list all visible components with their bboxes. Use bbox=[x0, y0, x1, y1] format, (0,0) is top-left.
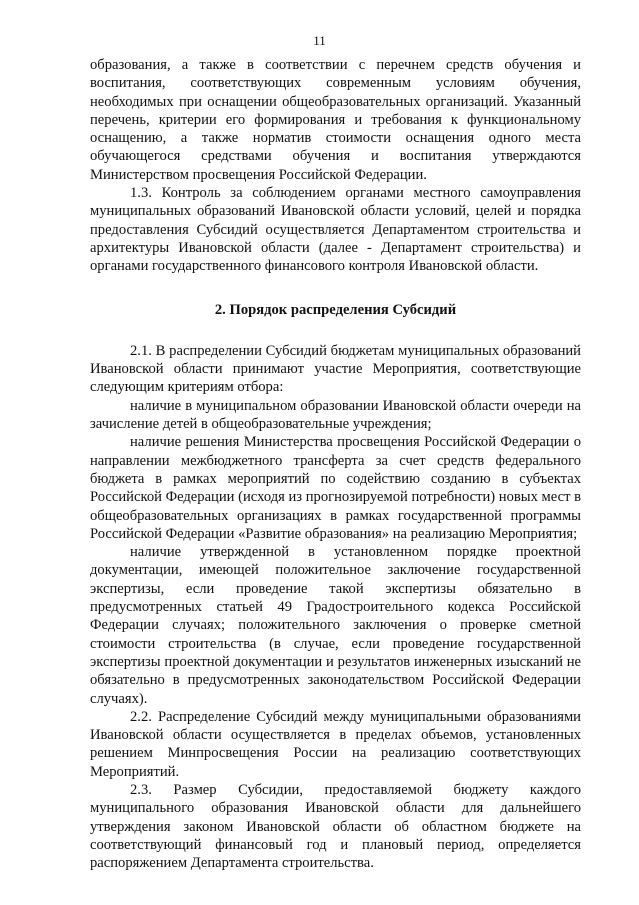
page-number: 11 bbox=[313, 33, 326, 48]
paragraph-1-3: 1.3. Контроль за соблюдением органами местного самоуправления муниципальных образований Ивановской области условий, целей и порядка предоставления Субсидий осуществляется Департаментом строительства и архитектуры Ивановской области (далее - Департамент строительства) и органами государственного финансового контроля Ивановской области. bbox=[90, 185, 581, 275]
criterion-queue: наличие в муниципальном образовании Ивановской области очереди на зачисление детей в общеобразовательные учреждения; bbox=[90, 397, 581, 433]
paragraph-2-1: 2.1. В распределении Субсидий бюджетам муниципальных образований Ивановской области принимают участие Мероприятия, соответствующие следующим критериям отбора: bbox=[90, 342, 581, 396]
paragraph-continuation: образования, а также в соответствии с перечнем средств обучения и воспитания, соответствующих современным условиям обучения, необходимых при оснащении общеобразовательных организаций. Указанный перечень, критерии его формирования и требования к функциональному оснащению, а также норматив стоимости оснащения одного места обучающегося средствами обучения и воспитания утверждаются Министерством просвещения Российской Федерации. bbox=[90, 57, 581, 183]
document-body bbox=[90, 56, 581, 872]
paragraph-2-3: 2.3. Размер Субсидии, предоставляемой бюджету каждого муниципального образования Ивановской области для дальнейшего утверждения законом Ивановской области об областном бюджете на соответствующий финансовый год и плановый период, определяется распоряжением Департамента строительства. bbox=[90, 781, 581, 872]
criterion-project-documentation: наличие утвержденной в установленном порядке проектной документации, имеющей положительное заключение государственной экспертизы, если проведение такой экспертизы обязательно в предусмотренных статьей 49 Градостроительного кодекса Российской Федерации случаях; положительного заключения о проверке сметной стоимости строительства (в случае, если проведение государственной экспертизы проектной документации и результатов инженерных изысканий не обязательно в предусмотренных законодательством Российской Федерации случаях). bbox=[90, 544, 581, 707]
criterion-ministry-decision: наличие решения Министерства просвещения Российской Федерации о направлении межбюджетного трансферта за счет средств федерального бюджета в рамках мероприятий по содействию созданию в субъектах Российской Федерации (исходя из прогнозируемой потребности) новых мест в общеобразовательных организациях в рамках государственной программы Российской Федерации «Развитие образования» на реализацию Мероприятия; bbox=[90, 434, 581, 542]
section-heading: 2. Порядок распределения Субсидий bbox=[214, 301, 457, 318]
paragraph-2-2: 2.2. Распределение Субсидий между муниципальными образованиями Ивановской области осуществляется в пределах объемов, установленных решением Минпросвещения России на реализацию соответствующих Мероприятий. bbox=[90, 708, 581, 780]
